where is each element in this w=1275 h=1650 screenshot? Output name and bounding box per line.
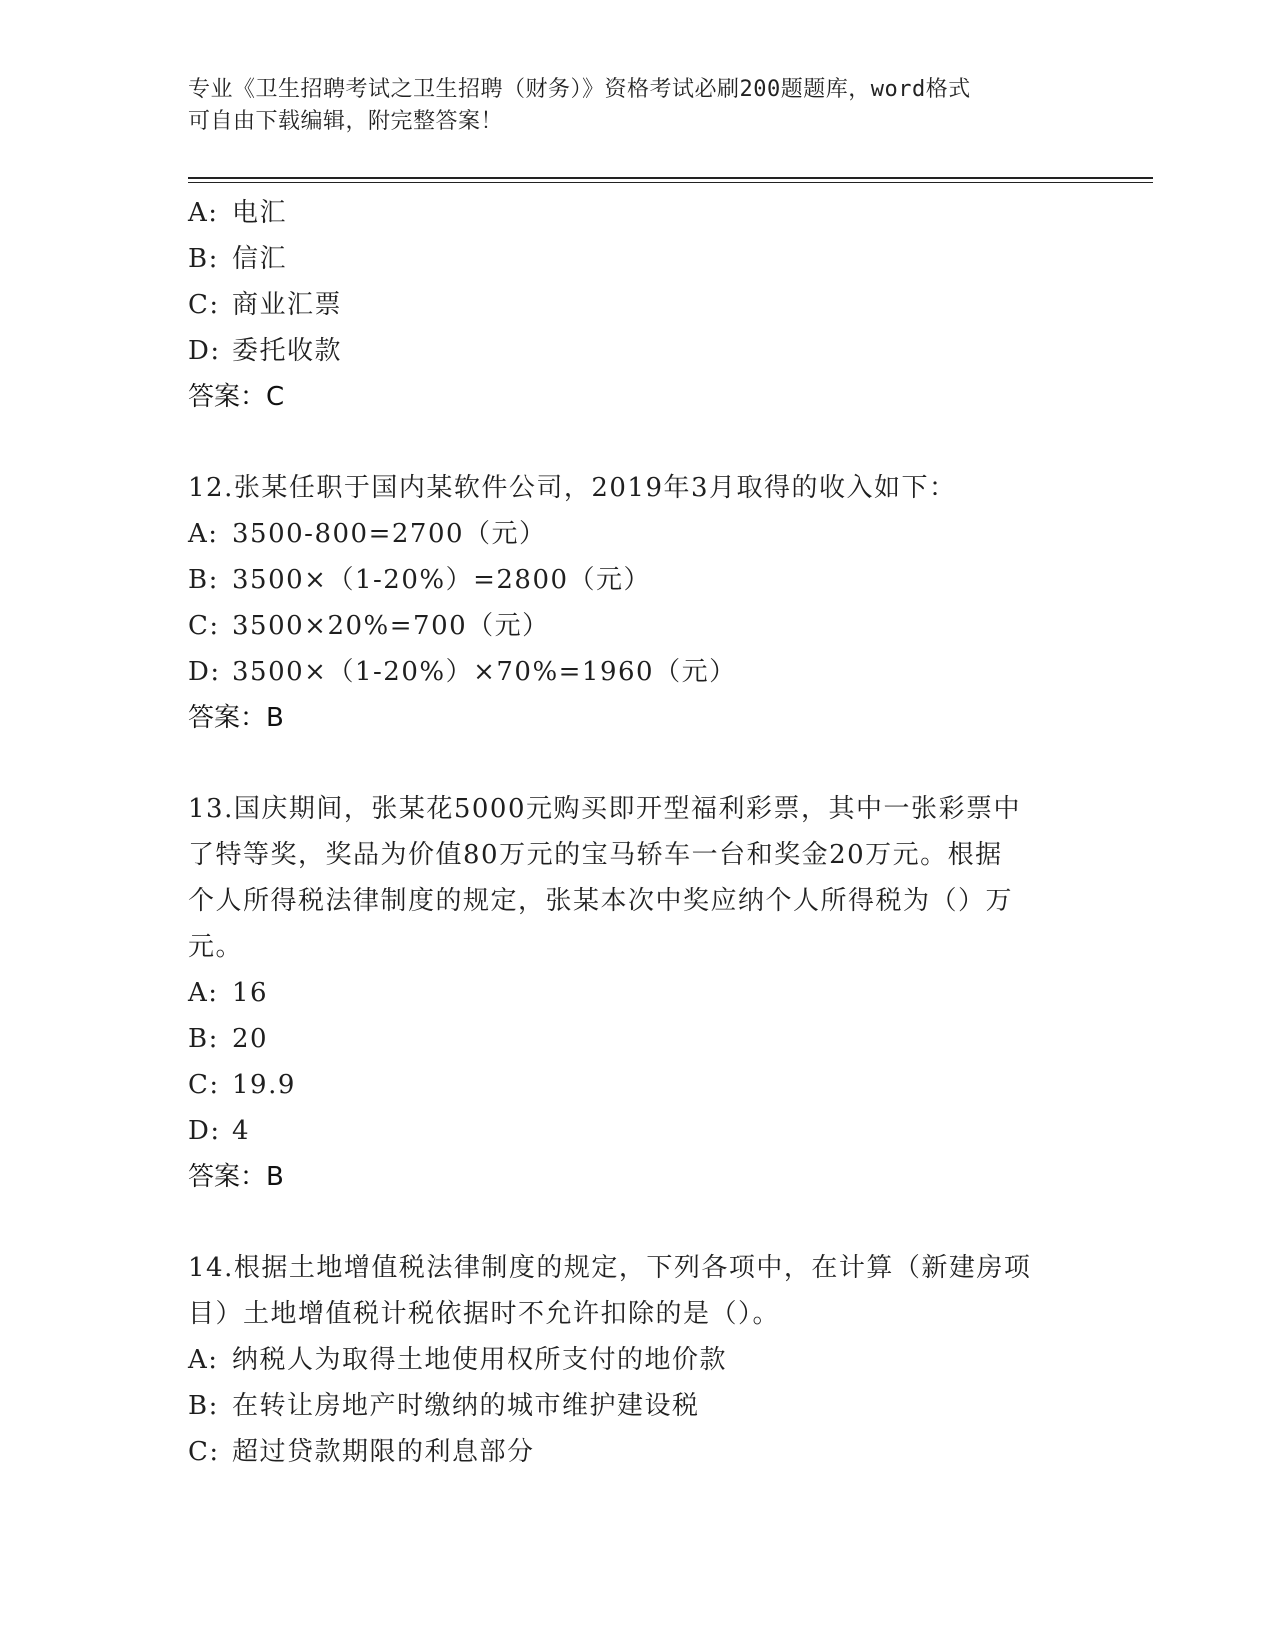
option-label: B:: [188, 565, 219, 595]
option-d: [188, 1108, 1088, 1154]
option-d: [188, 328, 1088, 374]
option-c: [188, 1062, 1088, 1108]
header-rule-thick: [188, 177, 1153, 179]
option-b: [188, 236, 1088, 282]
option-text: 商业汇票: [232, 290, 343, 320]
question-stem-line-1: 14.根据土地增值税法律制度的规定，下列各项中，在计算（新建房项: [188, 1253, 1032, 1283]
option-text: 20: [232, 1024, 269, 1054]
question-stem-line-4: 元。: [188, 932, 244, 962]
option-label: A:: [188, 1345, 219, 1375]
option-label: B:: [188, 1391, 219, 1421]
option-label: C:: [188, 290, 220, 320]
option-c: [188, 282, 1088, 328]
option-text: 3500-800=2700（元）: [232, 519, 547, 549]
option-a: [188, 190, 1088, 236]
answer-line: 答案：C: [188, 382, 285, 412]
page-header: [188, 74, 1068, 138]
header-line-2: 可自由下载编辑，附完整答案！: [188, 109, 504, 134]
option-text: 16: [232, 978, 269, 1008]
option-text: 3500×（1-20%）=2800（元）: [232, 565, 652, 595]
option-c: [188, 1429, 1088, 1475]
question-stem-line-2: 了特等奖，奖品为价值80万元的宝马轿车一台和奖金20万元。根据: [188, 840, 1003, 870]
option-text: 委托收款: [232, 336, 343, 366]
option-label: A:: [188, 519, 219, 549]
option-a: [188, 1337, 1088, 1383]
question-stem-line-1: 13.国庆期间，张某花5000元购买即开型福利彩票，其中一张彩票中: [188, 794, 1022, 824]
option-label: B:: [188, 1024, 219, 1054]
option-label: D:: [188, 336, 221, 366]
header-rule-thin: [188, 182, 1153, 183]
spacer: [188, 1200, 1088, 1245]
option-a: [188, 970, 1088, 1016]
option-label: B:: [188, 244, 219, 274]
answer-line: 答案：B: [188, 1162, 284, 1192]
question-stem-line-3: 个人所得税法律制度的规定，张某本次中奖应纳个人所得税为（）万: [188, 886, 1014, 916]
answer-line: 答案：B: [188, 703, 284, 733]
option-label: C:: [188, 611, 220, 641]
option-b: [188, 1383, 1088, 1429]
option-text: 4: [232, 1116, 251, 1146]
option-d: [188, 649, 1088, 695]
header-line-1: 专业《卫生招聘考试之卫生招聘（财务）》资格考试必刷200题题库，word格式: [188, 77, 971, 102]
option-label: C:: [188, 1437, 220, 1467]
option-label: A:: [188, 978, 219, 1008]
option-text: 3500×20%=700（元）: [232, 611, 550, 641]
option-text: 19.9: [232, 1070, 296, 1100]
option-label: C:: [188, 1070, 220, 1100]
question-content: [188, 190, 1088, 1475]
question-12-block: [188, 465, 1088, 741]
option-text: 3500×（1-20%）×70%=1960（元）: [232, 657, 737, 687]
option-text: 信汇: [232, 244, 288, 274]
spacer: [188, 420, 1088, 465]
question-13-block: [188, 786, 1088, 1200]
question-stem-line-2: 目）土地增值税计税依据时不允许扣除的是（）。: [188, 1299, 781, 1329]
option-text: 在转让房地产时缴纳的城市维护建设税: [232, 1391, 700, 1421]
option-label: D:: [188, 657, 221, 687]
question-14-block: [188, 1245, 1088, 1475]
option-text: 超过贷款期限的利息部分: [232, 1437, 535, 1467]
question-11-block: [188, 190, 1088, 420]
spacer: [188, 741, 1088, 786]
question-stem: 12.张某任职于国内某软件公司，2019年3月取得的收入如下：: [188, 473, 957, 503]
option-text: 纳税人为取得土地使用权所支付的地价款: [232, 1345, 728, 1375]
option-b: [188, 1016, 1088, 1062]
option-label: D:: [188, 1116, 221, 1146]
option-c: [188, 603, 1088, 649]
option-b: [188, 557, 1088, 603]
option-label: A:: [188, 198, 219, 228]
option-text: 电汇: [232, 198, 288, 228]
option-a: [188, 511, 1088, 557]
